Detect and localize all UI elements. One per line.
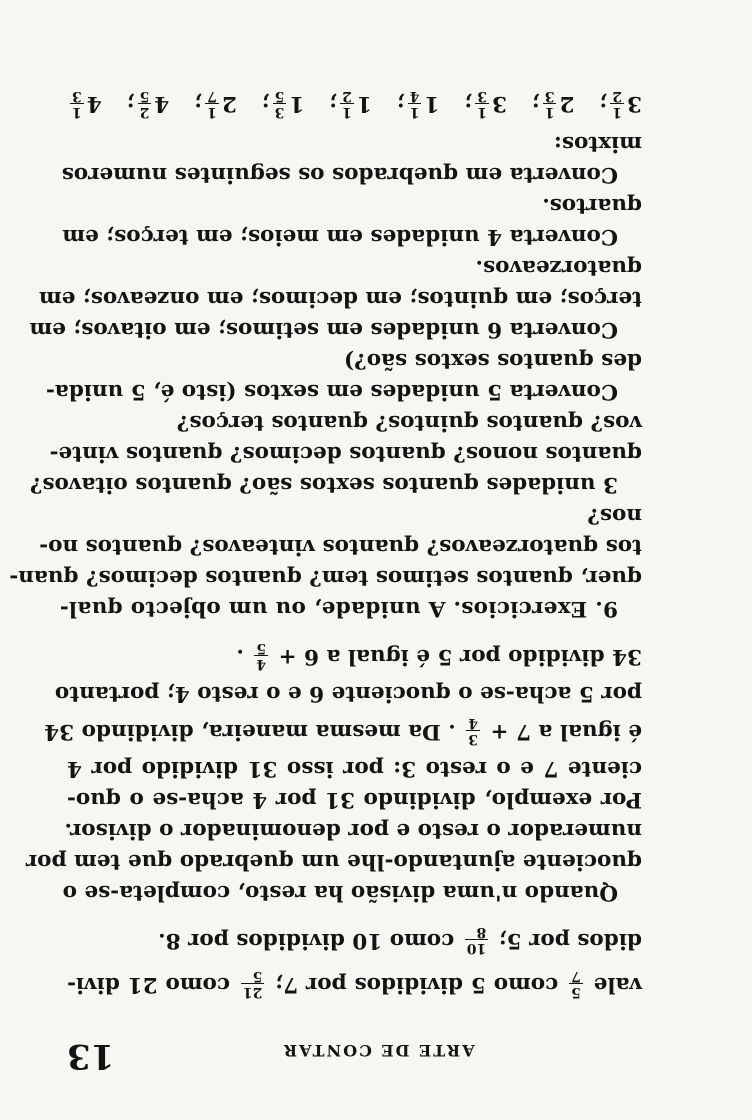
fraction: [254, 641, 268, 672]
mixed-number: [464, 89, 507, 120]
fraction-denominator: 3: [544, 88, 555, 105]
text-line: [67, 918, 642, 962]
fraction-numerator: 1: [207, 104, 217, 121]
separator: ;: [329, 91, 338, 117]
separator: ;: [531, 91, 540, 117]
fraction-numerator: 3: [468, 731, 479, 748]
fraction-denominator: 7: [207, 88, 217, 105]
page-header: [67, 1006, 642, 1076]
text-fragment: como 21 divi-: [67, 972, 230, 997]
page-number: 13: [67, 1036, 115, 1076]
text-line: vos? quantos quintos? quantos terços?: [176, 410, 642, 435]
fraction-numerator: 21: [242, 984, 263, 1001]
text-line: 3 unidades quantos sextos são? quantos oitavos?: [29, 472, 618, 497]
text-fragment: vale: [593, 972, 642, 997]
text-line: quociente ajuntando-lhe um quebrado que tem por: [25, 849, 642, 874]
mixed-number-whole: 1: [289, 91, 305, 117]
mixed-number: [262, 89, 305, 120]
separator: ;: [194, 91, 203, 117]
separator: ;: [261, 91, 270, 117]
text-line: [67, 634, 642, 678]
fraction-numerator: 1: [409, 104, 420, 121]
fraction-numerator: 1: [544, 104, 555, 121]
mixed-number-whole: 1: [356, 91, 372, 117]
text-line: por 5 acha-se o quociente 6 e o resto 4; portanto: [54, 681, 642, 706]
text-line: des quantos sextos são?): [344, 348, 642, 373]
text-fragment: .: [236, 644, 244, 669]
fraction: [138, 89, 152, 120]
mixed-number-whole: 1: [424, 91, 440, 117]
fraction-denominator: 7: [571, 968, 581, 985]
separator: ;: [396, 91, 405, 117]
fraction-denominator: 4: [409, 88, 420, 105]
mixed-numbers-row: [67, 82, 642, 126]
text-line: nos?: [587, 503, 642, 528]
mixed-number: [599, 89, 642, 120]
mixed-number: [67, 89, 102, 120]
fraction-numerator: 10: [466, 940, 487, 957]
fraction: [273, 89, 287, 120]
text-line: ciente 7 e o resto 3: por isso 31 dividido por 4: [67, 756, 642, 781]
text-line: quartos.: [542, 193, 642, 218]
fraction-denominator: 5: [256, 640, 267, 657]
mixed-number-whole: 2: [559, 91, 575, 117]
text-line: tos quatorzeavos? quantos vinteavos? quantos no-: [39, 534, 642, 559]
text-line: mixtos:: [553, 131, 642, 156]
text-line: Converta em quebrados os seguintes numeros: [61, 162, 618, 187]
mixed-number: [532, 89, 575, 120]
fraction-denominator: 5: [139, 88, 150, 105]
text-fragment: didos por 5;: [498, 928, 642, 953]
fraction: [543, 89, 557, 120]
fraction-numerator: 3: [274, 104, 285, 121]
fraction: [475, 89, 489, 120]
fraction-denominator: 3: [72, 88, 82, 105]
mixed-number: [127, 89, 170, 120]
mixed-number-whole: 4: [86, 91, 102, 117]
mixed-number-whole: 2: [221, 91, 237, 117]
fraction-denominator: 2: [342, 88, 352, 105]
fraction: [241, 969, 264, 1000]
mixed-number-whole: 4: [154, 91, 170, 117]
text-line: terços; em quintos; em decimos; em onzeavos; em: [38, 286, 642, 311]
text-line: quantos nonos? quantos decimos? quantos vinte-: [49, 441, 642, 466]
fraction-numerator: 4: [256, 656, 267, 673]
text-fragment: como 5 divididos por 7;: [275, 972, 559, 997]
text-line: [67, 962, 642, 1006]
text-line: Converta 5 unidades em sextos (isto é, 5 unida-: [45, 379, 618, 404]
text-fragment: é igual a 7 +: [490, 719, 642, 744]
fraction-denominator: 4: [468, 715, 479, 732]
text-line: Converta 4 unidades em meios; em terços; em: [62, 224, 618, 249]
mixed-number-whole: 3: [491, 91, 507, 117]
fraction: [465, 925, 488, 956]
fraction: [569, 969, 583, 1000]
fraction-numerator: 1: [612, 104, 623, 121]
fraction: [205, 89, 219, 120]
fraction: [466, 716, 480, 747]
separator: ;: [599, 91, 608, 117]
running-title: ARTE DE CONTAR: [281, 1041, 475, 1060]
mixed-number-whole: 3: [627, 91, 642, 117]
fraction-denominator: 5: [252, 968, 263, 985]
fraction-numerator: 1: [72, 104, 82, 121]
fraction-denominator: 3: [477, 88, 487, 105]
text-line: Quando n'uma divisão ha resto, completa-se o: [62, 880, 618, 905]
fraction: [408, 89, 422, 120]
text-fragment: . Da mesma maneira, dividindo 34: [44, 719, 456, 744]
text-line: quatorzeavos.: [475, 255, 642, 280]
mixed-number: [329, 89, 372, 120]
text-fragment: 34 dividido por 5 é igual a 6 +: [278, 644, 642, 669]
fraction-numerator: 1: [477, 104, 487, 121]
fraction-numerator: 2: [139, 104, 150, 121]
text-line: Converta 6 unidades em setimos; em oitavos; em: [29, 317, 618, 342]
text-line: numerador o resto e por denominador o divisor.: [64, 818, 642, 843]
fraction-denominator: 8: [476, 924, 487, 941]
mixed-number: [194, 89, 237, 120]
fraction: [340, 89, 354, 120]
text-column: [9, 82, 642, 1076]
fraction: [70, 89, 84, 120]
text-line: [44, 709, 642, 753]
fraction-numerator: 1: [342, 104, 352, 121]
text-fragment: como 10 divididos por 8.: [158, 928, 455, 953]
exercise-heading-line: 9. Exercicios. A unidade, ou um objecto qual-: [59, 596, 618, 621]
fraction-denominator: 2: [612, 88, 623, 105]
separator: ;: [126, 91, 135, 117]
fraction-denominator: 5: [274, 88, 285, 105]
mixed-number: [397, 89, 440, 120]
text-line: quer, quantos setimos tem? quantos decimos? quan-: [9, 565, 642, 590]
fraction: [610, 89, 624, 120]
fraction-numerator: 5: [571, 984, 581, 1001]
text-line: Por exemplo, dividindo 31 por 4 acha-se o quo-: [67, 787, 642, 812]
separator: ;: [464, 91, 473, 117]
